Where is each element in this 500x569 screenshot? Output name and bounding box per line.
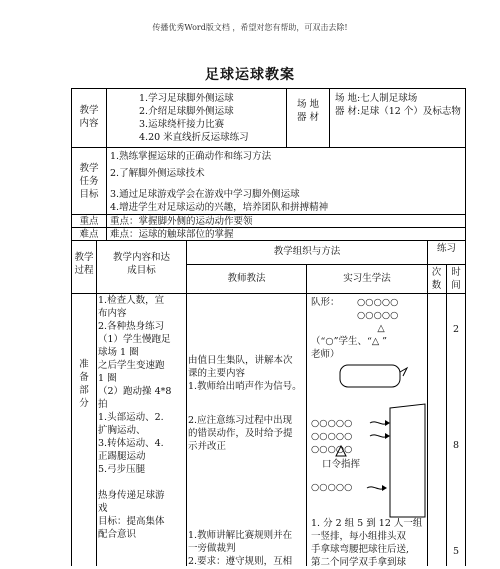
- command-label: 口令指挥: [321, 459, 360, 470]
- content-items: 1.学习足球脚外侧运球 2.介绍足球脚外侧运球 3.运球绕杆接力比赛 4.20 米直线折反运球练习: [139, 93, 249, 143]
- header-note: 传播优秀Word版文档 ，希望对您有帮助，可双击去除!: [152, 23, 348, 32]
- stage-label: 准 备 部 分: [79, 359, 89, 409]
- formation-legend: （“○”学生、“△ ” 老师）: [311, 336, 388, 360]
- student-method: 1. 分 2 组 5 到 12 人一组 一竖排，每小组排头双 手拿球弯腰把球往后送, 第二个同学双手拿到球: [311, 518, 423, 568]
- col-header-teacher: 教师教法: [227, 273, 266, 284]
- objective-item: 1.熟练掌握运球的正确动作和练习方法: [110, 151, 272, 162]
- col-header-student: 实习生学法: [343, 273, 391, 284]
- time-value: 8: [452, 440, 460, 451]
- row-label-key-point: 重点: [79, 216, 99, 227]
- teacher-triangle-icon: [335, 445, 347, 457]
- teacher-triangle-icon: △: [377, 323, 385, 334]
- row-label-objectives: 教学 任务 目标: [79, 163, 99, 200]
- warmup-formation-row: ○○○○○: [311, 418, 353, 429]
- warmup-formation-row: ○○○○○: [311, 431, 353, 442]
- objective-item: 2.了解脚外侧运球技术: [110, 168, 205, 179]
- difficulty: 难点：运球的触球部位的掌握: [110, 229, 234, 240]
- teacher-method: 由值日生集队，讲解本次 课的主要内容 1.教师给出哨声作为信号。: [188, 355, 302, 392]
- row-label-venue: 场 地 器 材: [296, 99, 320, 123]
- warmup-content: 1.检查人数，宣 布内容 2.各种热身练习 （1）学生慢跑足 球场 1 圈 之后学生变速跑 1 圈 （2）跑动操 4*8 拍 1.头部运动、2. 扩胸运动、 3.转体运动、4. 正踢腿运动 5.弓步压腿 热身传递足球游 戏 目标：提高集体 配合意识: [98, 295, 172, 540]
- col-header-content: 教学内容和达 成目标: [112, 252, 170, 276]
- teacher-method: 1.教师讲解比赛规则并在 一旁做裁判 2.要求：遵守规则，互相: [188, 530, 293, 567]
- formation-row: ○○○○○: [357, 297, 399, 308]
- teacher-method: 2.应注意练习过程中出现 的错误动作，及时给予提 示并改正: [188, 415, 293, 452]
- venue-equipment: 场 地:七人制足球场 器 材:足球（12 个）及标志物: [335, 93, 461, 117]
- time-value: 5: [452, 546, 460, 557]
- page-title: 足球运球教案: [205, 67, 295, 83]
- field-zone-shape: [389, 403, 427, 518]
- col-header-process: 教学 过程: [74, 252, 94, 276]
- formation-label: 队形：: [311, 297, 340, 308]
- warmup-formation-row: ○○○○○: [311, 444, 353, 455]
- col-header-practice: 练习: [436, 243, 456, 254]
- speech-shape-icon: [339, 364, 409, 390]
- formation-row: ○○○○○: [357, 310, 399, 321]
- col-header-time: 时 间: [451, 267, 461, 291]
- objective-item: 3.通过足球游戏学会在游戏中学习脚外侧运球: [110, 189, 300, 200]
- row-label-content: 教学 内容: [79, 105, 99, 129]
- col-header-organization: 教学组织与方法: [273, 246, 341, 257]
- objective-item: 4.增进学生对足球运动的兴趣，培养团队和拼搏精神: [110, 202, 329, 213]
- col-header-count: 次 数: [431, 267, 442, 291]
- key-point: 重点：掌握脚外侧的运动动作要领: [110, 216, 253, 227]
- time-value: 2: [452, 324, 460, 335]
- warmup-formation-row: ○○○○○: [311, 482, 353, 493]
- row-label-difficulty: 难点: [79, 229, 99, 240]
